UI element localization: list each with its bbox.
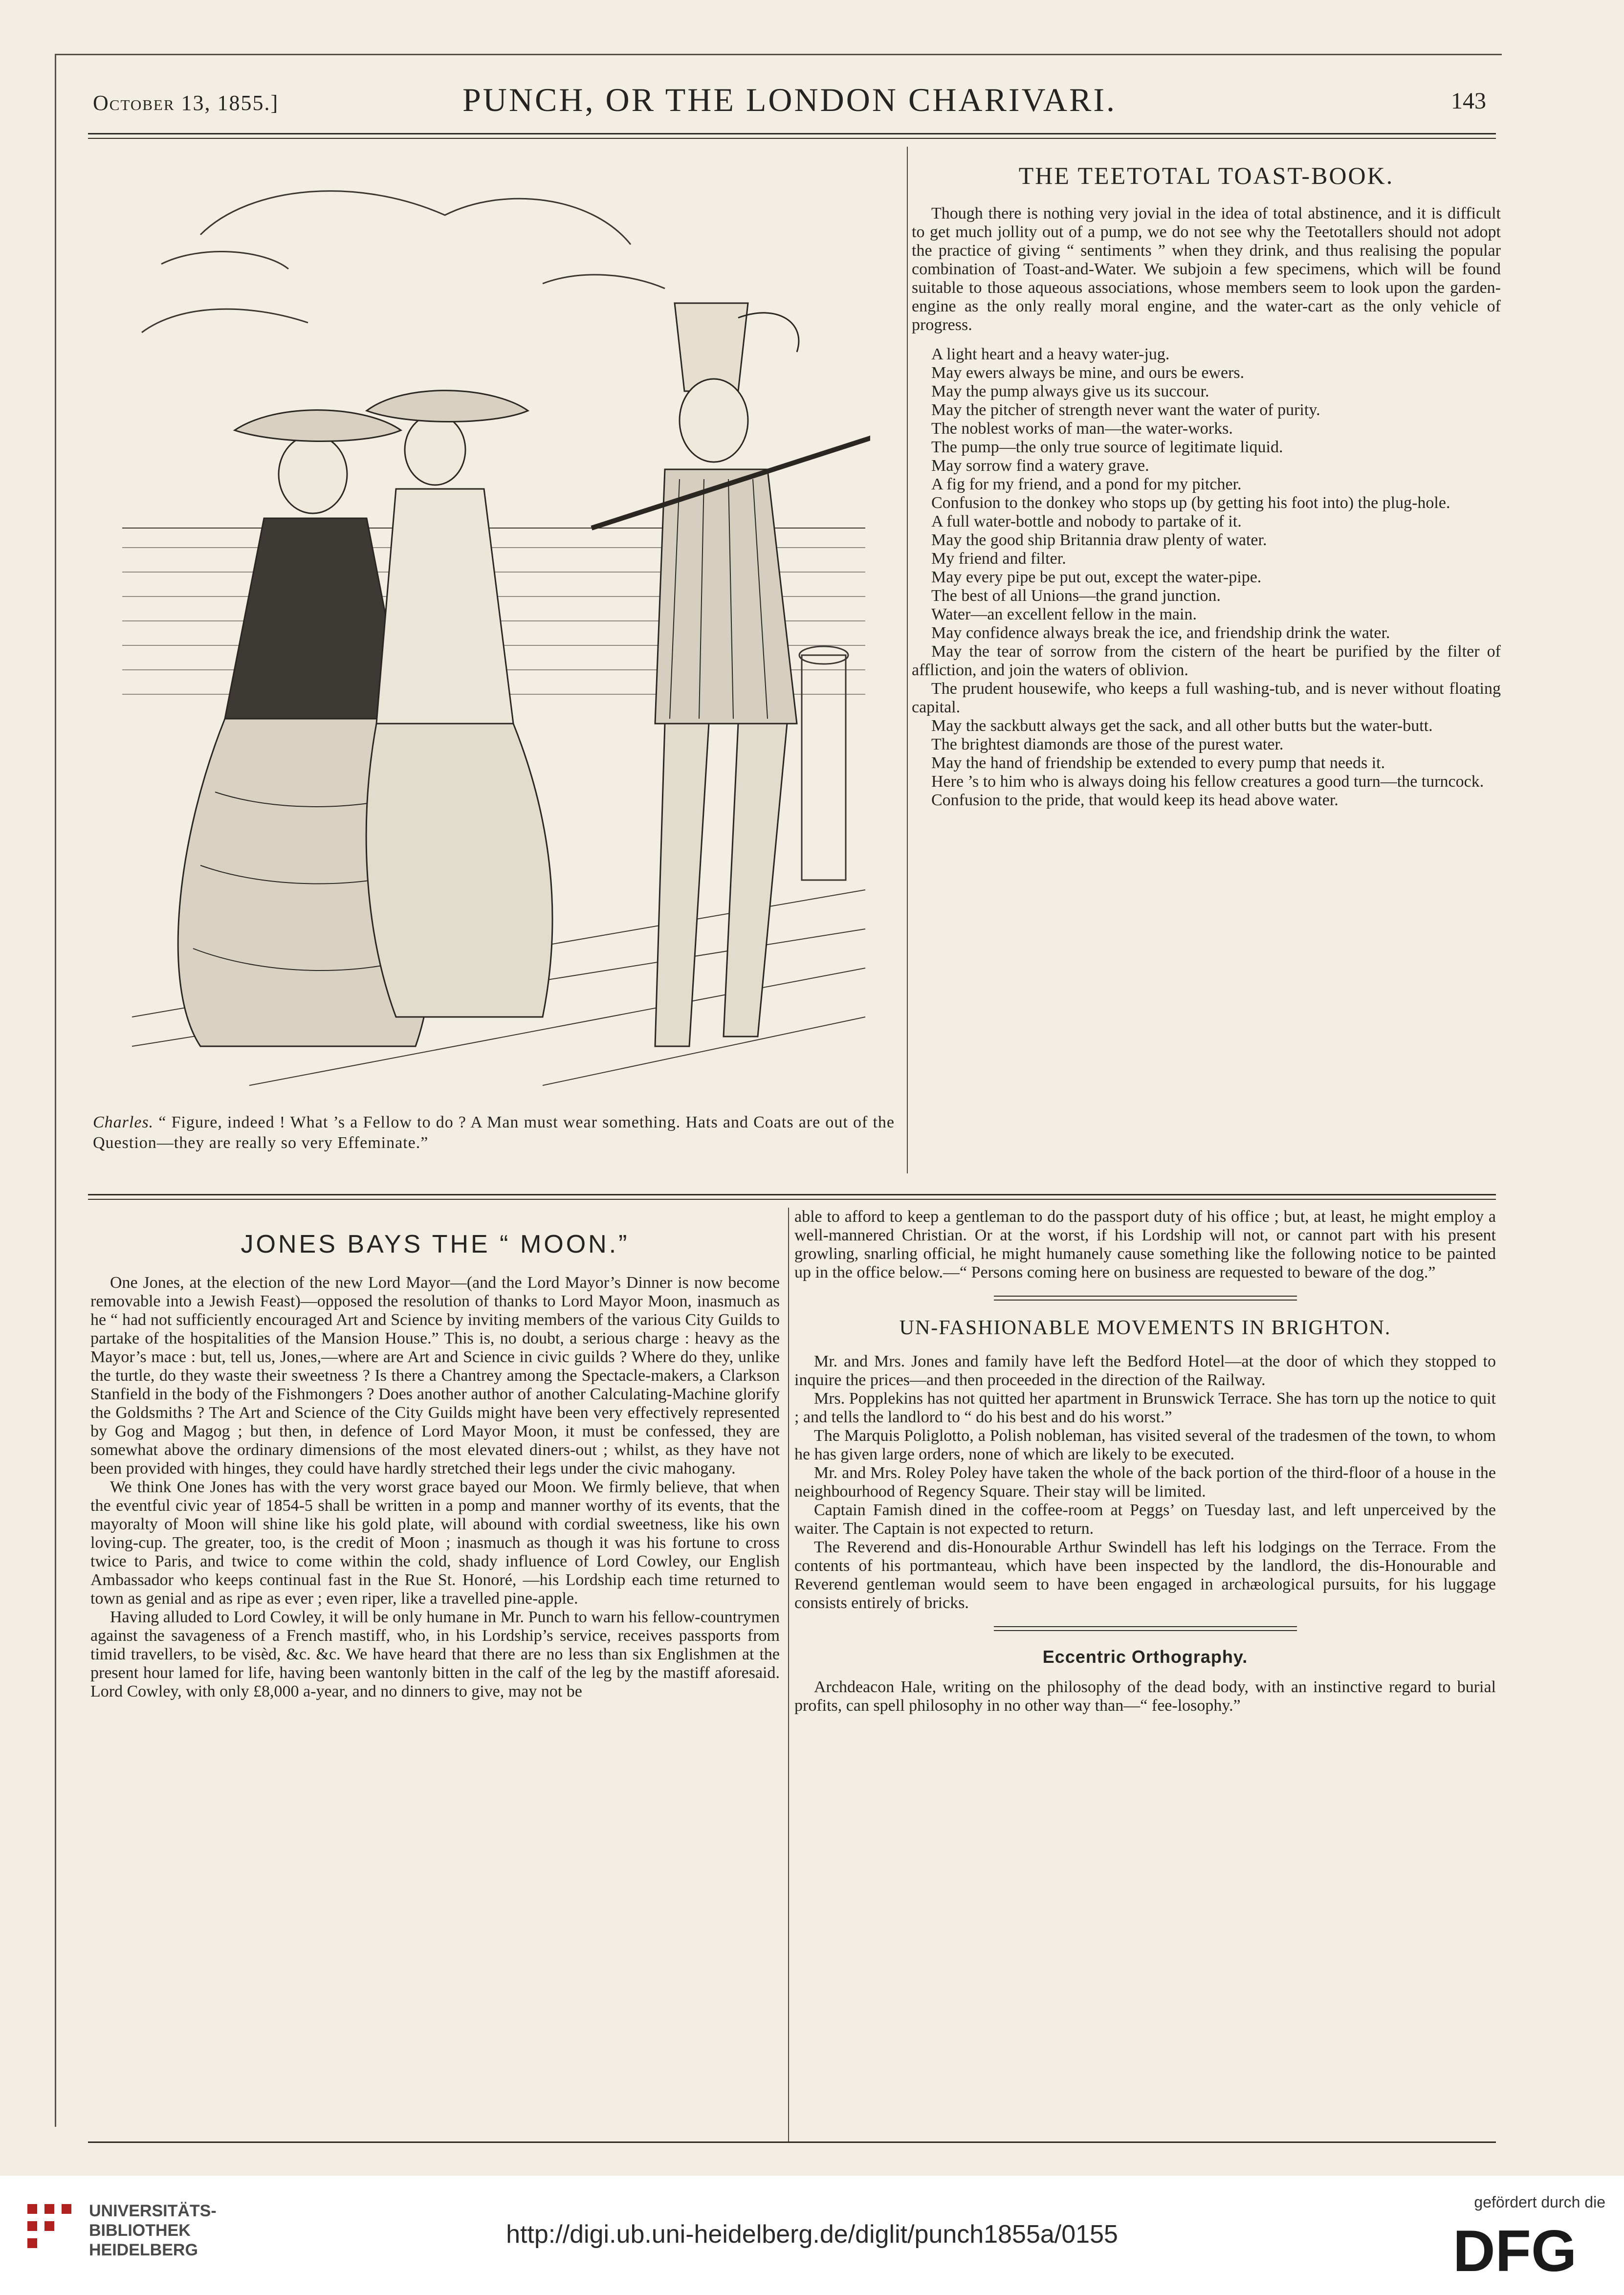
toast-line: May ewers always be mine, and ours be ewers.: [931, 364, 1245, 382]
divider-rule: [994, 1630, 1297, 1631]
brighton-paragraph: The Marquis Poliglotto, a Polish nobleman, has visited several of the tradesmen of the town, to whom he has given large orders, none of which are likely to be executed.: [794, 1427, 1496, 1463]
toast-line: May the hand of friendship be extended to every pump that needs it.: [931, 754, 1385, 772]
page-frame-left: [55, 54, 56, 2127]
toast-line: The best of all Unions—the grand junction.: [931, 587, 1221, 605]
brighton-paragraph: Captain Famish dined in the coffee-room at Peggs’ on Tuesday last, and left unperceived by the waiter. The Captain is not expected to return.: [794, 1501, 1496, 1538]
header-rule: [88, 133, 1496, 134]
divider-rule: [994, 1296, 1297, 1297]
toast-line: May the pitcher of strength never want the water of purity.: [931, 401, 1320, 419]
column-rule-bottom: [788, 1208, 789, 2141]
toast-line: Confusion to the donkey who stops up (by getting his foot into) the plug-hole.: [931, 494, 1450, 512]
toast-line: May the good ship Britannia draw plenty of water.: [931, 531, 1267, 549]
brighton-paragraph: Mr. and Mrs. Jones and family have left the Bedford Hotel—at the door of which they stopped to inquire the prices—and then proceeded in the direction of the Railway.: [794, 1352, 1496, 1389]
issue-date: October 13, 1855.]: [93, 91, 279, 115]
toast-line: Water—an excellent fellow in the main.: [931, 605, 1197, 623]
orthography-text: Archdeacon Hale, writing on the philosophy of the dead body, with an instinctive regard to burial profits, can spell philosophy in no other way than—“ fee-losophy.”: [794, 1678, 1496, 1715]
jones-continued: able to afford to keep a gentleman to do the passport duty of his office ; but, at least, he might employ a well-mannered Christian. Or at the worst, if his Lordship will not, or cannot part with his present growling, snarling official, he might humanely cause something like the following notice to be painted up in the office below.—“ Persons coming here on business are requested to beware of the dog.”: [794, 1208, 1496, 1281]
digitization-footer: [0, 2176, 1624, 2295]
cartoon-caption: [93, 1112, 895, 1153]
brighton-title: UN-FASHIONABLE MOVEMENTS IN BRIGHTON.: [899, 1317, 1391, 1339]
jones-paragraph: We think One Jones has with the very worst grace bayed our Moon. We firmly believe, that when the eventful civic year of 1854-5 shall be written in a pomp and manner worthy of its events, that the mayoralty of Moon will shine like his gold plate, will abound with cordial sweetness, like his own loving-cup. The greater, too, is the credit of Moon ; inasmuch as though it was his fortune to cross twice to Paris, and twice to come within the cold, shady influence of Lord Cowley, our English Ambassador who keeps continual fast in the Rue St. Honoré, —his Lordship each time returned to town as genial and as ripe as ever ; even riper, like a travelled pine-apple.: [90, 1478, 780, 1608]
toast-line: My friend and filter.: [931, 550, 1066, 568]
toast-line: The prudent housewife, who keeps a full washing-tub, and is never without floating capital.: [912, 680, 1501, 716]
toast-line: May the sackbutt always get the sack, and all other butts but the water-butt.: [931, 717, 1433, 735]
jones-paragraph: One Jones, at the election of the new Lord Mayor—(and the Lord Mayor’s Dinner is now become removable into a Jewish Feast)—opposed the resolution of thanks to Lord Mayor Moon, inasmuch as he “ had not sufficiently encouraged Art and Science by inviting members of the various City Guilds to partake of the hospitalities of the Mansion House.” This is, no doubt, a serious charge : heavy as the Mayor’s mace : but, tell us, Jones,—where are Art and Science in civic guilds ? Where do they, unlike the turtle, do they waste their sweetness ? Is there a Chantrey among the Spectacle-makers, a Clarkson Stanfield in the body of the Fishmongers ? Does another author of another Calculating-Machine glorify the Goldsmiths ? The Art and Science of the City Guilds might have been very effectively represented by Gog and Magog ; but then, in defence of Lord Mayor Moon, it must be confessed, they are somewhat above the ordinary dimensions of the most elevated diners-out ; whilst, as they have not been provided with hinges, they could have hardly stretched their legs under the civic mahogany.: [90, 1274, 780, 1478]
toast-line: Confusion to the pride, that would keep its head above water.: [931, 791, 1339, 809]
jones-title: JONES BAYS THE “ MOON.”: [241, 1230, 630, 1258]
caption-text: “ Figure, indeed ! What ’s a Fellow to do ? A Man must wear something. Hats and Coats are out of the Question—they are really so very Effeminate.”: [93, 1113, 895, 1152]
teetotal-intro: Though there is nothing very jovial in the idea of total abstinence, and it is difficult to get much jollity out of a pump, we do not see why the Teetotallers should not adopt the practice of giving “ sentiments ” when they drink, and thus realising the popular combination of Toast-and-Water. We subjoin a few specimens, which will be found suitable to those aqueous associations, whose members seem to look upon the garden-engine as the only really moral engine, and the water-cart as the only vehicle of progress.: [912, 204, 1501, 334]
toast-line: The brightest diamonds are those of the purest water.: [931, 735, 1284, 753]
dfg-logo-text: DFG: [1453, 2220, 1577, 2278]
engraving-drawing: [103, 156, 870, 1100]
toast-line: May every pipe be put out, except the water-pipe.: [931, 568, 1262, 586]
toast-line: May confidence always break the ice, and friendship drink the water.: [931, 624, 1390, 642]
brighton-paragraph: The Reverend and dis-Honourable Arthur Swindell has left his lodgings on the Terrace. From the contents of his portmanteau, which have been inspected by the landlord, the dis-Honourable and Reverend gentleman would seem to have been engaged in archæological pursuits, for his luggage consists entirely of bricks.: [794, 1538, 1496, 1612]
funding-note: gefördert durch die: [1474, 2193, 1605, 2211]
caption-speaker: Charles.: [93, 1113, 154, 1131]
teetotal-article: [912, 161, 1501, 810]
brighton-paragraph: Mr. and Mrs. Roley Poley have taken the whole of the back portion of the third-floor of a house in the neighbourhood of Regency Square. Their stay will be limited.: [794, 1464, 1496, 1501]
jones-article: [90, 1230, 780, 1701]
brighton-paragraph: Mrs. Popplekins has not quitted her apartment in Brunswick Terrace. She has torn up the notice to quit ; and tells the landlord to “ do his best and do his worst.”: [794, 1390, 1496, 1426]
toast-line: A fig for my friend, and a pond for my pitcher.: [931, 475, 1242, 493]
jones-paragraph: Having alluded to Lord Cowley, it will be only humane in Mr. Punch to warn his fellow-countrymen against the savageness of a French mastiff, who, in his Lordship’s service, receives passports from timid travellers, to be visèd, &c. &c. We have heard that there are no less than six Englishmen at the present hour lamed for life, having been wantonly bitten in the calf of the leg by the mastiff aforesaid. Lord Cowley, with only £8,000 a-year, and no dinners to give, may not be: [90, 1608, 780, 1700]
column-rule-top: [907, 147, 908, 1173]
toast-line: May sorrow find a watery grave.: [931, 457, 1149, 475]
cloud-outline: [200, 191, 631, 244]
toast-line: A full water-bottle and nobody to partake of it.: [931, 512, 1242, 530]
library-name-line: BIBLIOTHEK: [89, 2221, 191, 2240]
toast-line: The noblest works of man—the water-works.: [931, 419, 1233, 438]
right-column: [794, 1208, 1496, 1715]
page-frame-top: [55, 54, 1502, 55]
page-header: [93, 81, 1486, 134]
divider-rule: [994, 1626, 1297, 1627]
dfg-logo-icon: [1453, 2220, 1604, 2278]
teetotal-title: THE TEETOTAL TOAST-BOOK.: [1018, 162, 1394, 189]
section-rule: [88, 1194, 1496, 1195]
library-name-line: HEIDELBERG: [89, 2241, 198, 2259]
toast-line: Here ’s to him who is always doing his fellow creatures a good turn—the turncock.: [931, 772, 1484, 791]
toast-line: A light heart and a heavy water-jug.: [931, 345, 1170, 363]
page-number: 143: [1451, 88, 1486, 114]
page-bottom-rule: [88, 2141, 1496, 2143]
toast-line: May the pump always give us its succour.: [931, 382, 1209, 400]
source-url-link[interactable]: http://digi.ub.uni-heidelberg.de/diglit/punch1855a/0155: [506, 2220, 1118, 2249]
header-rule-2: [88, 138, 1496, 139]
cartoon-illustration: [103, 156, 870, 1100]
masthead: PUNCH, OR THE LONDON CHARIVARI.: [462, 81, 1117, 118]
divider-rule: [994, 1300, 1297, 1301]
section-rule-2: [88, 1199, 1496, 1200]
library-name-line: UNIVERSITÄTS-: [89, 2202, 217, 2220]
toast-line: The pump—the only true source of legitimate liquid.: [931, 438, 1283, 456]
toast-line: May the tear of sorrow from the cistern of the heart be purified by the filter of affliction, and join the waters of oblivion.: [912, 642, 1501, 679]
orthography-title: Eccentric Orthography.: [1042, 1647, 1248, 1667]
